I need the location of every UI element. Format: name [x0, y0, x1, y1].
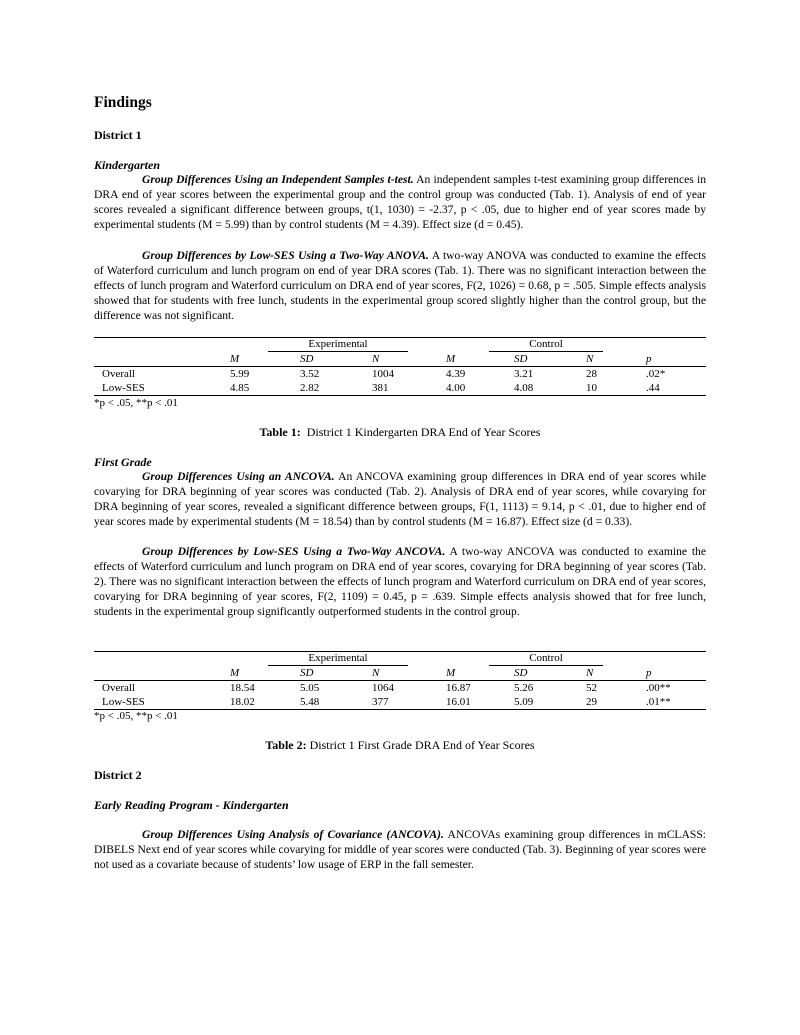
erp-heading: Early Reading Program - Kindergarten [94, 798, 289, 812]
table-row: Low-SES 18.02 5.48 377 16.01 5.09 29 .01** [94, 695, 706, 710]
table-row: Low-SES 4.85 2.82 381 4.00 4.08 10 .44 [94, 381, 706, 396]
paragraph-lead: Group Differences by Low-SES Using a Two-Way ANOVA. [142, 249, 429, 262]
first-grade-ancova-paragraph [94, 469, 706, 529]
col-header-sd: SD [300, 666, 314, 679]
findings-heading: Findings [94, 94, 152, 111]
kindergarten-ttest-paragraph [94, 172, 706, 232]
table-2 [94, 651, 706, 710]
col-header-sd: SD [514, 666, 528, 679]
col-header-sd: SD [514, 352, 528, 365]
table-1 [94, 337, 706, 396]
first-grade-two-way-paragraph [94, 544, 706, 619]
table-2-caption: Table 2: District 1 First Grade DRA End of Year Scores [265, 738, 535, 752]
col-header-m: M [446, 666, 456, 679]
col-header-m: M [230, 666, 240, 679]
col-header-p: p [646, 666, 652, 679]
col-header-m: M [446, 352, 456, 365]
col-header-n: N [586, 666, 594, 679]
district2-heading: District 2 [94, 768, 142, 782]
paragraph-lead: Group Differences by Low-SES Using a Two-Way ANCOVA. [142, 545, 446, 558]
paragraph-text: An ANCOVA examining group differences in DRA end of year scores while covarying for DRA beginning of year scores was conducted (Tab. 2). Analysis of DRA end of year scores, while covarying for DRA beginning of year scores, revealed a significant difference between groups, F(1, 1113) = 9.14, p < .01, due to higher end of year scores made by experimental students (M = 18.54) than by control students (M = 16.87). Effect size (d = 0.33). [94, 470, 707, 528]
table-row: Overall 18.54 5.05 1064 16.87 5.26 52 .00** [102, 681, 671, 694]
col-header-m: M [230, 352, 240, 365]
col-header-n: N [372, 352, 380, 365]
group-header-experimental: Experimental [230, 338, 446, 353]
col-header-n: N [372, 666, 380, 679]
kindergarten-anova-paragraph [94, 248, 706, 323]
col-header-p: p [646, 352, 652, 365]
table-1-note: *p < .05, **p < .01 [94, 397, 178, 409]
kindergarten-heading: Kindergarten [94, 158, 161, 172]
table-row: Overall 5.99 3.52 1004 4.39 3.21 28 .02* [102, 367, 666, 380]
paragraph-text: A two-way ANOVA was conducted to examine the effects of Waterford curriculum and lunch program on end of year DRA scores (Tab. 1). There was no significant interaction between the effects of lunch program and Waterford curriculum on DRA end of year scores, F(2, 1026) = 0.68, p = .505. Simple effects analysis showed that for students with free lunch, students in the experimental group scored slightly higher than the control group, but the difference was not significant. [94, 249, 706, 322]
col-header-n: N [586, 352, 594, 365]
col-header-sd: SD [300, 352, 314, 365]
paragraph-lead: Group Differences Using an ANCOVA. [142, 470, 335, 483]
table-2-note: *p < .05, **p < .01 [94, 710, 178, 722]
group-header-experimental: Experimental [230, 652, 446, 667]
table-1-caption: Table 1: District 1 Kindergarten DRA End of Year Scores [259, 425, 541, 439]
paragraph-text: An independent samples t-test examining group differences in DRA end of year scores between the experimental group and the control group was conducted (Tab. 1). Analysis of end of year scores revealed a significant difference between groups, t(1, 1030) = -2.37, p < .05, due to higher end of year scores made by experimental students (M = 5.99) than by control students (M = 4.39). Effect size (d = 0.45). [94, 173, 706, 231]
paragraph-lead: Group Differences Using Analysis of Covariance (ANCOVA). [142, 828, 444, 841]
erp-ancova-paragraph [94, 827, 706, 872]
paragraph-text: A two-way ANCOVA was conducted to examine the effects of Waterford curriculum and lunch program on DRA end of year scores, covarying for DRA beginning of year scores (Tab. 2). There was no significant interaction between the effects of lunch program and Waterford curriculum on DRA end of year scores, covarying for DRA beginning of year scores, F(2, 1109) = 0.45, p = .639. Simple effects analysis showed that for free lunch, students in the experimental group significantly outperformed students in the control group. [94, 545, 706, 618]
group-header-control: Control [446, 338, 646, 353]
paragraph-lead: Group Differences Using an Independent Samples t-test. [142, 173, 414, 186]
paragraph-text: ANCOVAs examining group differences in mCLASS: DIBELS Next end of year scores while covarying for middle of year scores were conducted (Tab. 3). Beginning of year scores were not used as a covariate because of students’ low usage of ERP in the fall semester. [94, 828, 706, 871]
group-header-control: Control [446, 652, 646, 667]
first-grade-heading: First Grade [94, 455, 152, 469]
district1-heading: District 1 [94, 128, 142, 142]
